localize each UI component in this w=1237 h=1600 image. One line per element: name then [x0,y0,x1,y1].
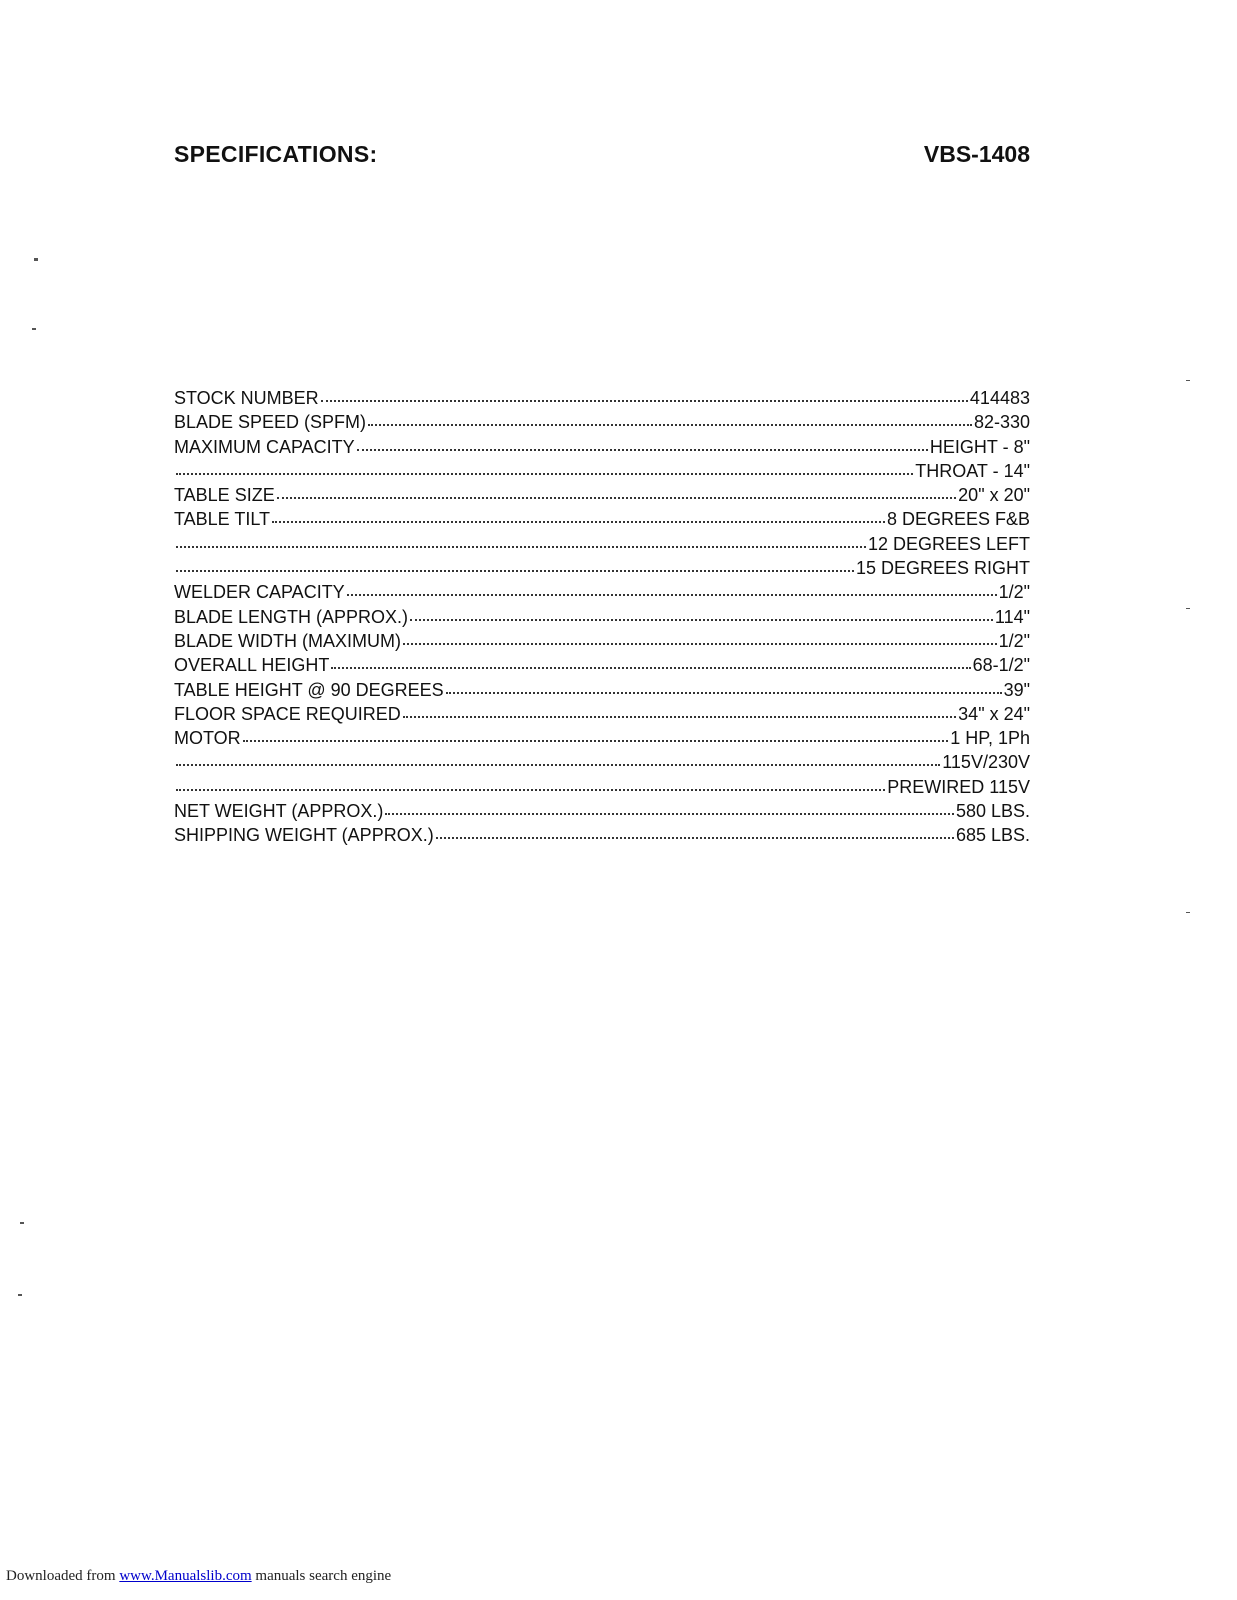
spec-value: 1 HP, 1Ph [950,728,1030,749]
footer-suffix: manuals search engine [251,1568,392,1584]
dot-leader [176,750,940,768]
spec-label: NET WEIGHT (APPROX.) [174,801,384,822]
dot-leader [368,410,972,428]
dot-leader [176,775,885,793]
spec-label: STOCK NUMBER [174,388,319,408]
spec-value: 68-1/2" [972,655,1030,676]
spec-row [174,459,1030,483]
spec-value: HEIGHT - 8" [929,436,1030,457]
spec-row [174,605,1030,629]
dot-leader [331,653,970,671]
spec-row [174,532,1030,556]
spec-row [174,483,1030,507]
spec-value: THROAT - 14" [915,460,1030,481]
spec-row [174,435,1030,459]
spec-value: 414483 [969,388,1030,408]
dot-leader [277,483,956,501]
scan-speck [34,258,38,261]
dot-leader [436,823,954,841]
spec-label: TABLE TILT [174,509,271,530]
spec-label: MAXIMUM CAPACITY [174,436,355,457]
dot-leader [403,629,997,647]
spec-label: TABLE HEIGHT @ 90 DEGREES [174,679,444,700]
spec-label: BLADE WIDTH (MAXIMUM) [174,630,401,651]
dot-leader [446,678,1002,696]
spec-value: 82-330 [973,412,1030,433]
scan-speck [1186,912,1190,913]
scan-speck [18,1294,22,1296]
spec-value: 15 DEGREES RIGHT [855,558,1030,579]
spec-value: 580 LBS. [955,801,1030,822]
spec-label: MOTOR [174,728,241,749]
scan-speck [1186,608,1190,609]
dot-leader [272,507,885,525]
scan-speck [32,328,36,330]
spec-label: TABLE SIZE [174,485,275,506]
spec-row [174,653,1030,677]
spec-label: BLADE LENGTH (APPROX.) [174,606,409,627]
model-number: VBS-1408 [923,141,1030,167]
dot-leader [403,702,956,720]
spec-value: 114" [994,606,1030,627]
page-title: SPECIFICATIONS: [174,141,378,167]
manualslib-link[interactable]: www.Manualslib.com [119,1568,252,1584]
dot-leader [385,799,954,817]
dot-leader [321,386,968,404]
spec-row [174,726,1030,750]
spec-value: 39" [1003,679,1030,700]
spec-value: 685 LBS. [955,825,1030,846]
spec-row [174,386,1030,410]
spec-value: 20" x 20" [958,485,1030,506]
spec-value: 12 DEGREES LEFT [867,533,1030,554]
dot-leader [347,580,997,598]
spec-label: BLADE SPEED (SPFM) [174,412,367,433]
download-footer [6,1568,391,1585]
spec-value: 115V/230V [942,752,1030,773]
dot-leader [176,532,866,550]
spec-row [174,678,1030,702]
scan-speck [20,1222,24,1224]
spec-value: PREWIRED 115V [887,776,1030,797]
spec-row [174,799,1030,823]
dot-leader [357,435,928,453]
spec-row [174,556,1030,580]
spec-row [174,750,1030,774]
spec-value: 1/2" [998,582,1030,603]
spec-label: OVERALL HEIGHT [174,655,330,676]
spec-label: FLOOR SPACE REQUIRED [174,703,401,724]
dot-leader [176,556,854,574]
spec-row [174,775,1030,799]
spec-value: 34" x 24" [958,703,1030,724]
spec-row [174,823,1030,847]
dot-leader [410,605,993,623]
footer-prefix: Downloaded from [6,1568,120,1584]
spec-row [174,629,1030,653]
spec-row [174,580,1030,604]
spec-list [174,386,1030,848]
spec-label: SHIPPING WEIGHT (APPROX.) [174,825,434,846]
dot-leader [243,726,949,744]
dot-leader [176,459,913,477]
spec-row [174,410,1030,434]
spec-row [174,702,1030,726]
spec-label: WELDER CAPACITY [174,582,345,603]
spec-value: 1/2" [998,630,1030,651]
spec-value: 8 DEGREES F&B [886,509,1030,530]
spec-row [174,507,1030,531]
page-header [174,141,1030,175]
scan-speck [1186,380,1190,381]
